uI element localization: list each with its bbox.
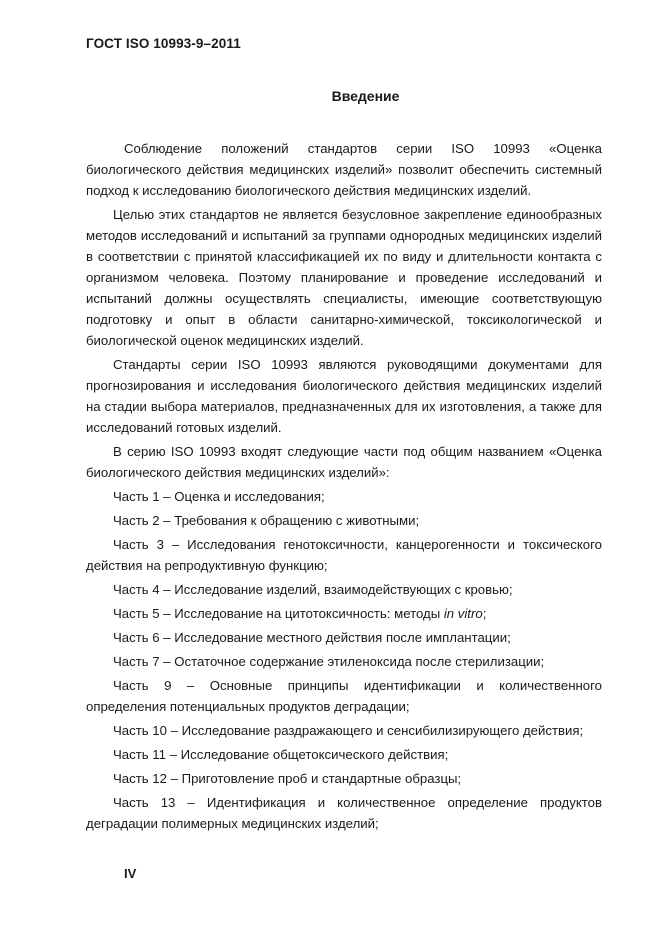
paragraph: Стандарты серии ISO 10993 являются руководящими документами для прогнозирования и исследования биологического действия медицинских изделий на стадии выбора материалов, предназначенных для их изготовления, а также для исследований готовых изделий. [86,357,602,435]
list-item-part-9: Часть 9 – Основные принципы идентификации и количественного определения потенциальных продуктов деградации; [86,678,602,714]
list-item-part-6: Часть 6 – Исследование местного действия после имплантации; [113,630,511,645]
list-item-part-10: Часть 10 – Исследование раздражающего и сенсибилизирующего действия; [113,723,584,738]
list-item-part-12: Часть 12 – Приготовление проб и стандартные образцы; [113,771,462,786]
body-text [86,138,602,837]
part-5-italic: in vitro [443,606,483,621]
list-item-part-3: Часть 3 – Исследования генотоксичности, канцерогенности и токсического действия на репродуктивную функцию; [86,537,602,573]
list-item-part-4: Часть 4 – Исследование изделий, взаимодействующих с кровью; [113,582,513,597]
list-item-part-5 [86,603,602,624]
list-item-part-2: Часть 2 – Требования к обращению с животными; [113,513,420,528]
section-title: Введение [331,88,400,104]
paragraph: Целью этих стандартов не является безусловное закрепление единообразных методов исследований и испытаний за группами однородных медицинских изделий в соответствии с принятой классификацией их по виду и длительности контакта с организмом человека. Поэтому планирование и проведение исследований и испытаний должны осуществлять специалисты, имеющие соответствующую подготовку и опыт в области санитарно-химической, токсикологической и биологической оценок медицинских изделий. [86,207,602,348]
list-item-part-11: Часть 11 – Исследование общетоксического действия; [113,747,449,762]
list-item-part-13: Часть 13 – Идентификация и количественное определение продуктов деградации полимерных медицинских изделий; [86,795,602,831]
list-item-part-7: Часть 7 – Остаточное содержание этиленоксида после стерилизации; [113,654,545,669]
document-header: ГОСТ ISO 10993-9–2011 [86,36,241,51]
paragraph: В серию ISO 10993 входят следующие части под общим названием «Оценка биологического действия медицинских изделий»: [86,444,602,480]
page-number: IV [124,866,137,881]
paragraph: Соблюдение положений стандартов серии ISO 10993 «Оценка биологического действия медицинских изделий» позволит обеспечить системный подход к исследованию биологического действия медицинских изделий. [86,141,602,198]
part-5-end: ; [482,606,487,621]
list-item-part-1: Часть 1 – Оценка и исследования; [113,489,325,504]
part-5-text: Часть 5 – Исследование на цитотоксичность: методы [113,606,444,621]
